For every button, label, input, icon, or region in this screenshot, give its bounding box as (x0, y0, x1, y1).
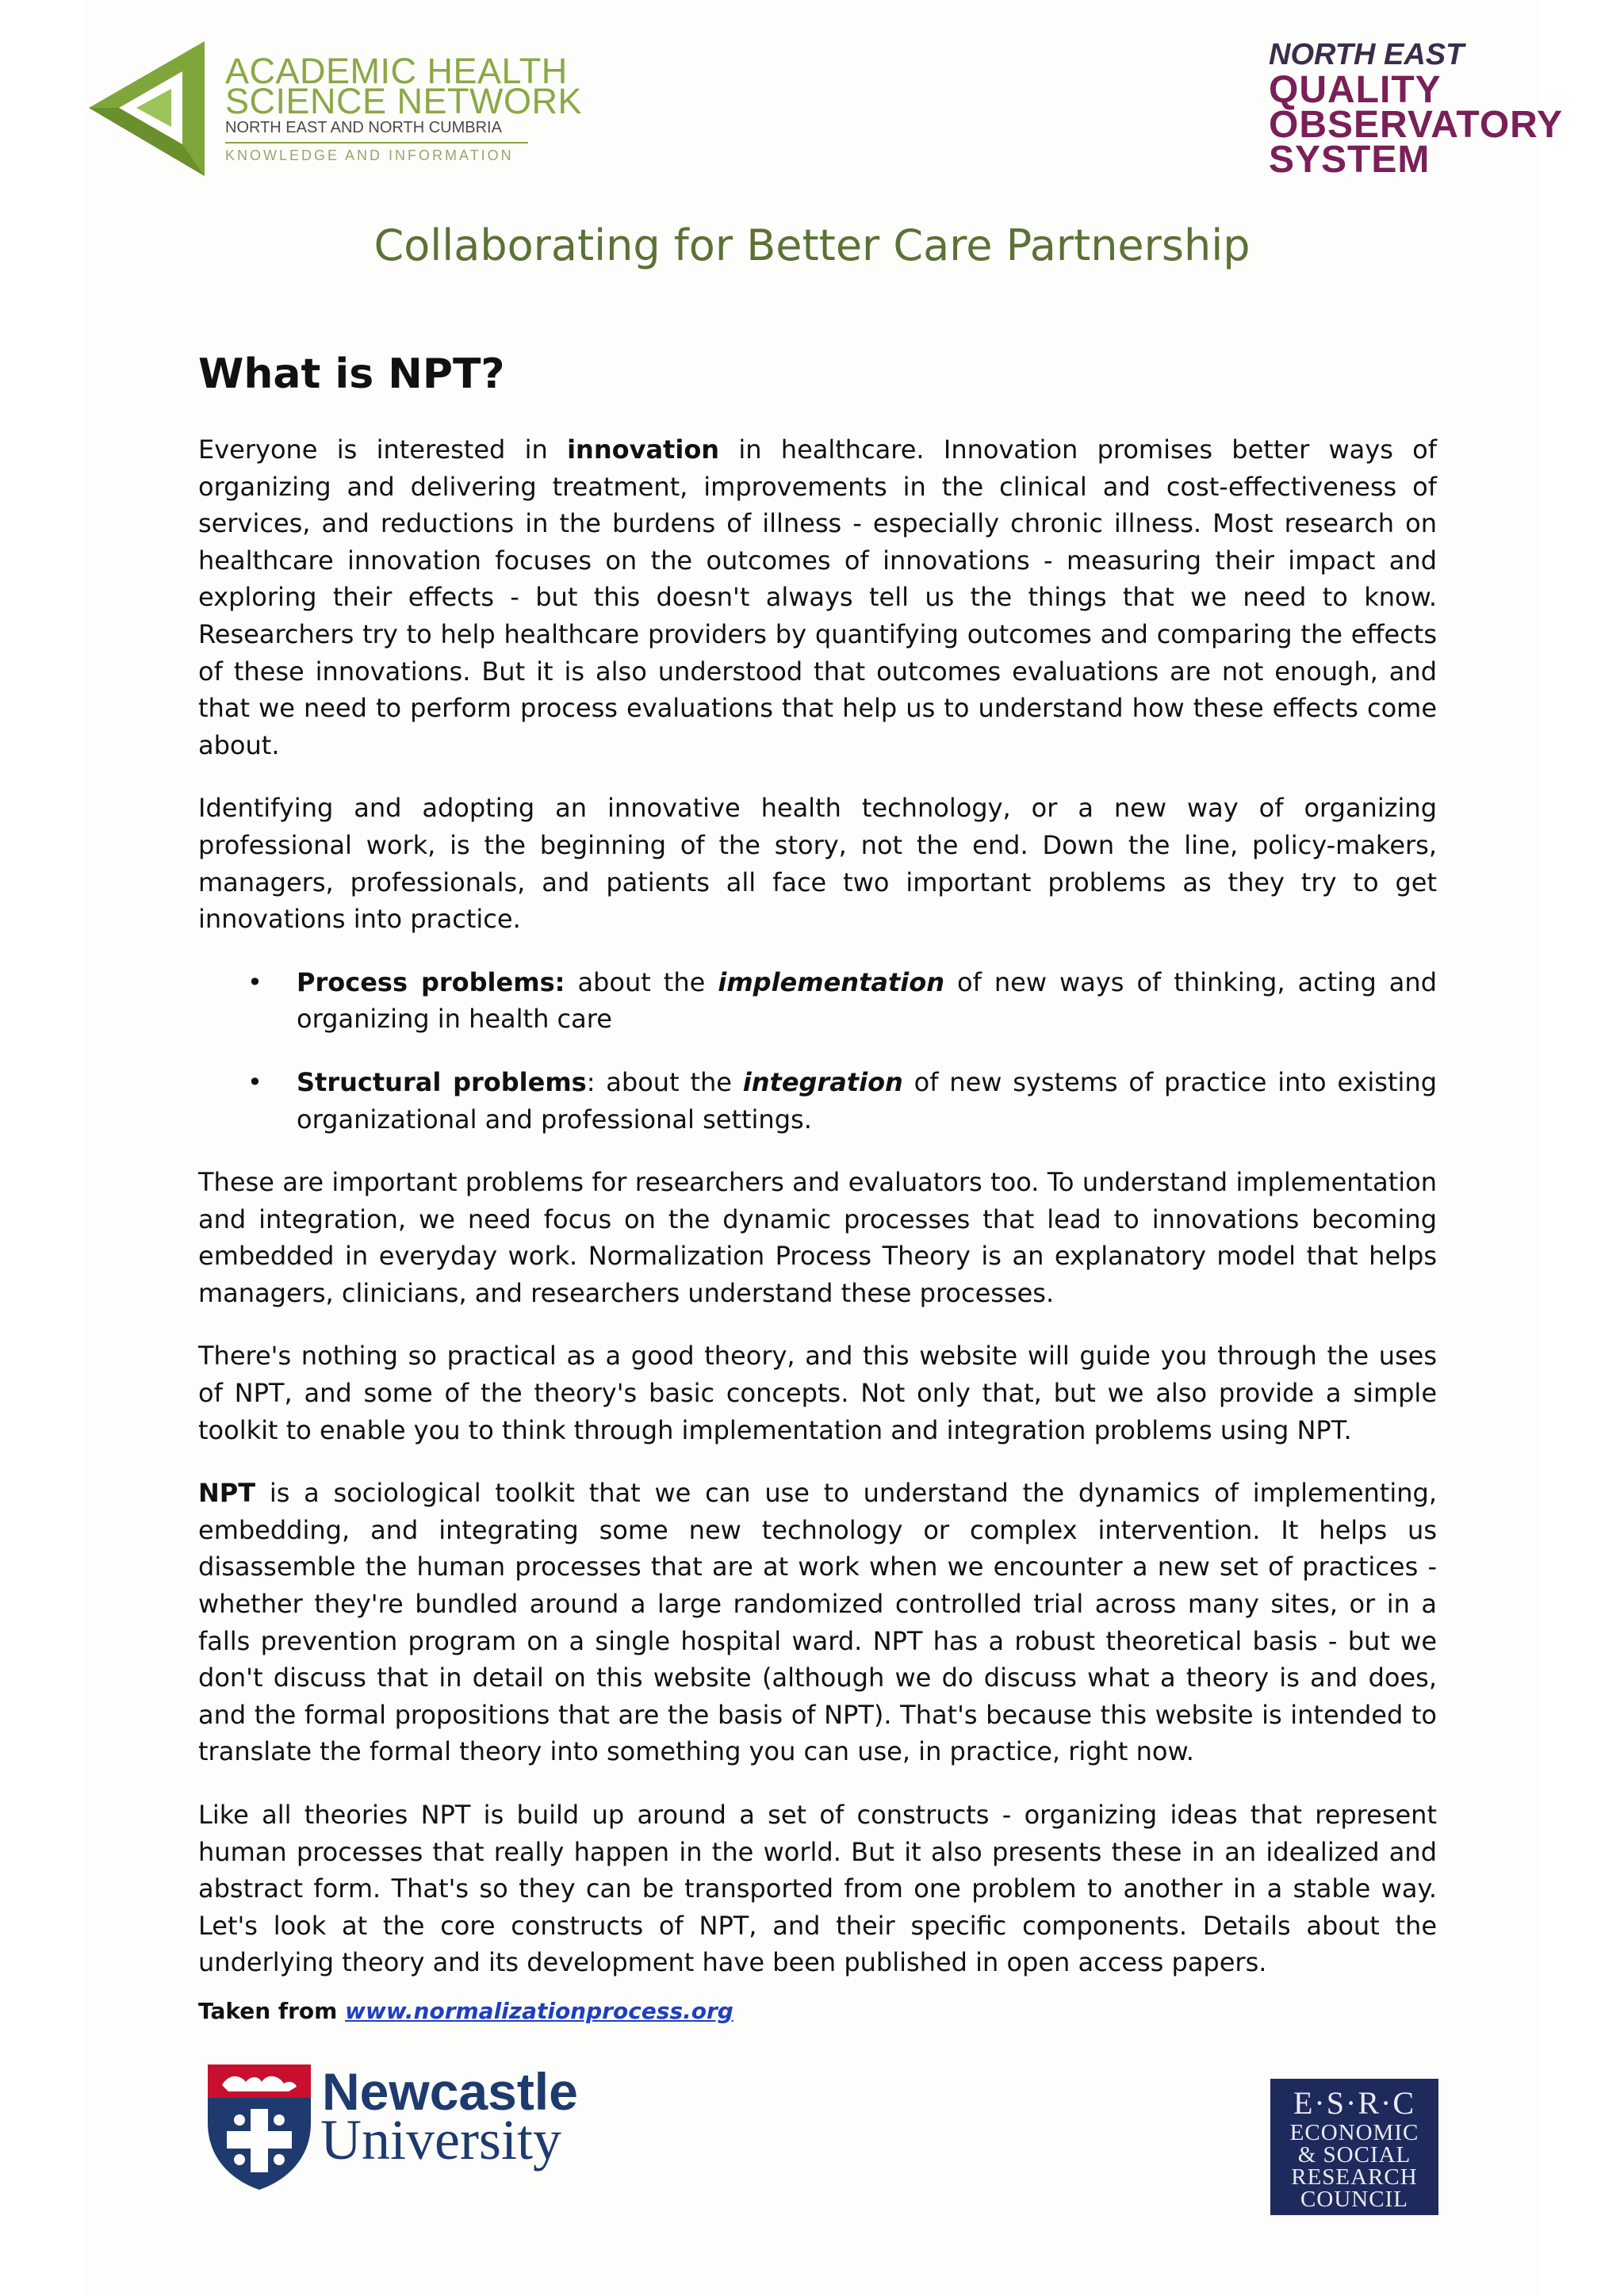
neqos-line3: OBSERVATORY (1269, 104, 1564, 146)
paragraph-text: Everyone is interested in (198, 434, 568, 465)
newcastle-wordmark: Newcastle (322, 2062, 578, 2121)
list-text: of new systems of practice into existing organizational and professional settings. (297, 1066, 1438, 1135)
ahsn-name-line2: SCIENCE NETWORK (225, 81, 583, 121)
paragraph-adoption: Identifying and adopting an innovative health technology, or a new way of organizing professional work, is the beginning of the story, not the end. Down the line, policy-makers, managers, professionals, and patients all face two important problems as they try to get innovations into practice. (198, 793, 1437, 935)
newcastle-university-logo (205, 2061, 601, 2196)
esrc-acronym: E·S·R·C (1293, 2085, 1415, 2121)
esrc-line2: ECONOMIC (1289, 2120, 1419, 2145)
bold-term: innovation (567, 434, 720, 465)
bold-term: Process problems: (297, 966, 565, 997)
ahsn-triangle-icon (89, 41, 205, 176)
list-text: of new ways of thinking, acting and organizing in health care (297, 966, 1438, 1035)
paragraph-text: in healthcare. Innovation promises better ways of organizing and delivering treatment, improvements in the clinical and cost-effectiveness of services, and reductions in the burdens of illness - especially chronic illness. Most research on healthcare innovation focuses on the outcomes of innovations - measuring their impact and exploring their effects - but this doesn't always tell us the things that we need to know. Researchers try to help healthcare providers by quantifying outcomes and comparing the effects of these innovations. But it is also understood that outcomes evaluations are not enough, and that we need to perform process evaluations that help us to understand how these effects come about. (198, 434, 1438, 760)
neqos-line1: NORTH EAST (1269, 38, 1465, 71)
bold-term: Structural problems (297, 1066, 587, 1097)
esrc-line5: COUNCIL (1300, 2187, 1408, 2212)
source-label: Taken from (198, 1998, 346, 2024)
paragraph-practical-theory: There's nothing so practical as a good theory, and this website will guide you through the uses of NPT, and some of the theory's basic concepts. Not only that, but we also provide a simple toolkit to enable you to think through implementation and integration problems using NPT. (198, 1341, 1437, 1445)
ahsn-name-line1: ACADEMIC HEALTH (225, 51, 568, 91)
esrc-line3: & SOCIAL (1297, 2142, 1411, 2168)
paragraph-innovation (198, 431, 1437, 763)
neqos-line2: QUALITY (1269, 69, 1442, 111)
paragraph-researchers: These are important problems for researchers and evaluators too. To understand implementation and integration, we need focus on the dynamic processes that lead to innovations becoming embedded in everyday work. Normalization Process Theory is an explanatory model that helps managers, clinicians, and researchers understand these processes. (198, 1167, 1437, 1308)
emphasis-term: integration (742, 1066, 903, 1097)
list-text: about the (565, 966, 718, 997)
source-link[interactable]: www.normalizationprocess.org (345, 1998, 733, 2024)
ahsn-region: NORTH EAST AND NORTH CUMBRIA (225, 119, 528, 144)
neqos-line4: SYSTEM (1269, 139, 1431, 181)
paragraph-text: is a sociological toolkit that we can use to understand the dynamics of implementing, embedding, and integrating some new technology or complex intervention. It helps us disassemble the human processes that are at work when we encounter a new set of practices - whether they're bundled around a large randomized controlled trial across many sites, or in a falls prevention program on a single hospital ward. NPT has a robust theoretical basis - but we don't discuss that in detail on this website (although we do discuss what a theory is and does, and the formal propositions that are the basis of NPT). That's because this website is intended to translate the formal theory into something you can use, in practice, right now. (198, 1478, 1437, 1767)
university-shield-icon (205, 2061, 314, 2191)
ahsn-logo (89, 41, 583, 180)
emphasis-term: implementation (718, 966, 944, 997)
section-heading: What is NPT? (198, 350, 505, 398)
paragraph-constructs: Like all theories NPT is build up around a set of constructs - organizing ideas that represent human processes that really happen in the world. But it also presents these in an idealized and abstract form. That's so they can be transported from one problem to another in a stable way. Let's look at the core constructs of NPT, and their specific components. Details about the underlying theory and its development have been published in open access papers. (198, 1800, 1437, 1978)
source-attribution (198, 1998, 733, 2024)
body-text (198, 431, 1437, 2007)
university-wordmark: University (320, 2108, 561, 2172)
paragraph-npt-toolkit (198, 1475, 1437, 1770)
list-item-structural-problems (297, 1064, 1437, 1138)
list-text: : about the (586, 1066, 743, 1097)
problem-list (198, 964, 1437, 1138)
bold-term: NPT (198, 1478, 256, 1509)
neqos-logo (1269, 38, 1564, 181)
document-title: Collaborating for Better Care Partnership (373, 220, 1251, 270)
esrc-line4: RESEARCH (1291, 2164, 1418, 2190)
list-item-process-problems (297, 964, 1437, 1038)
esrc-logo (1270, 2079, 1438, 2215)
ahsn-tagline: KNOWLEDGE AND INFORMATION (225, 147, 514, 163)
